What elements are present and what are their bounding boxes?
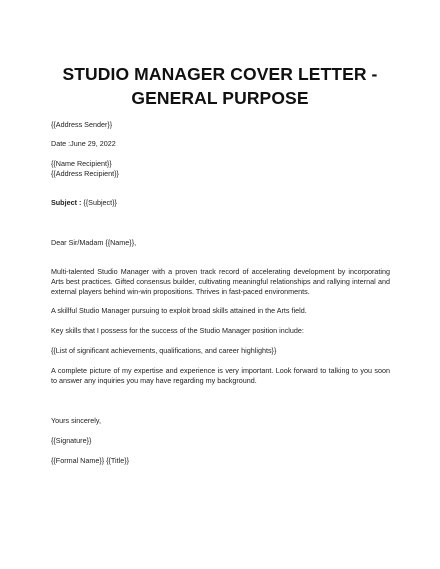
signature: {{Signature}} — [51, 436, 92, 445]
paragraph-closing-statement: A complete picture of my expertise and experience is very important. Look forward to talking to you soon to answer any inquiries you may have regarding my background. — [51, 366, 390, 385]
address-recipient: {{Address Recipient}} — [51, 169, 119, 178]
subject-value: {{Subject}} — [81, 198, 117, 207]
paragraph-key-skills: Key skills that I possess for the success of the Studio Manager position include: — [51, 326, 304, 335]
paragraph-achievements: {{List of significant achievements, qualifications, and career highlights}} — [51, 346, 277, 355]
title-line-2: GENERAL PURPOSE — [131, 88, 309, 108]
salutation: Dear Sir/Madam {{Name}}, — [51, 238, 137, 247]
paragraph-intro: Multi-talented Studio Manager with a proven track record of accelerating development by incorporating Arts best practices. Gifted consensus builder, cultivating meaningful relationships and rallying internal and external players behind win-win propositions. Thrives in fast-paced environments. — [51, 267, 390, 296]
name-recipient: {{Name Recipient}} — [51, 159, 112, 168]
formal-name-title: {{Formal Name}} {{Title}} — [51, 456, 130, 465]
subject-label: Subject : — [51, 198, 82, 207]
address-sender: {{Address Sender}} — [51, 120, 113, 129]
subject-line — [51, 198, 117, 208]
closing: Yours sincerely, — [51, 416, 101, 425]
title-line-1: STUDIO MANAGER COVER LETTER - — [62, 64, 378, 84]
letter-date: Date :June 29, 2022 — [51, 139, 116, 148]
document-title — [40, 62, 400, 110]
paragraph-skillful: A skillful Studio Manager pursuing to exploit broad skills attained in the Arts field. — [51, 306, 307, 315]
